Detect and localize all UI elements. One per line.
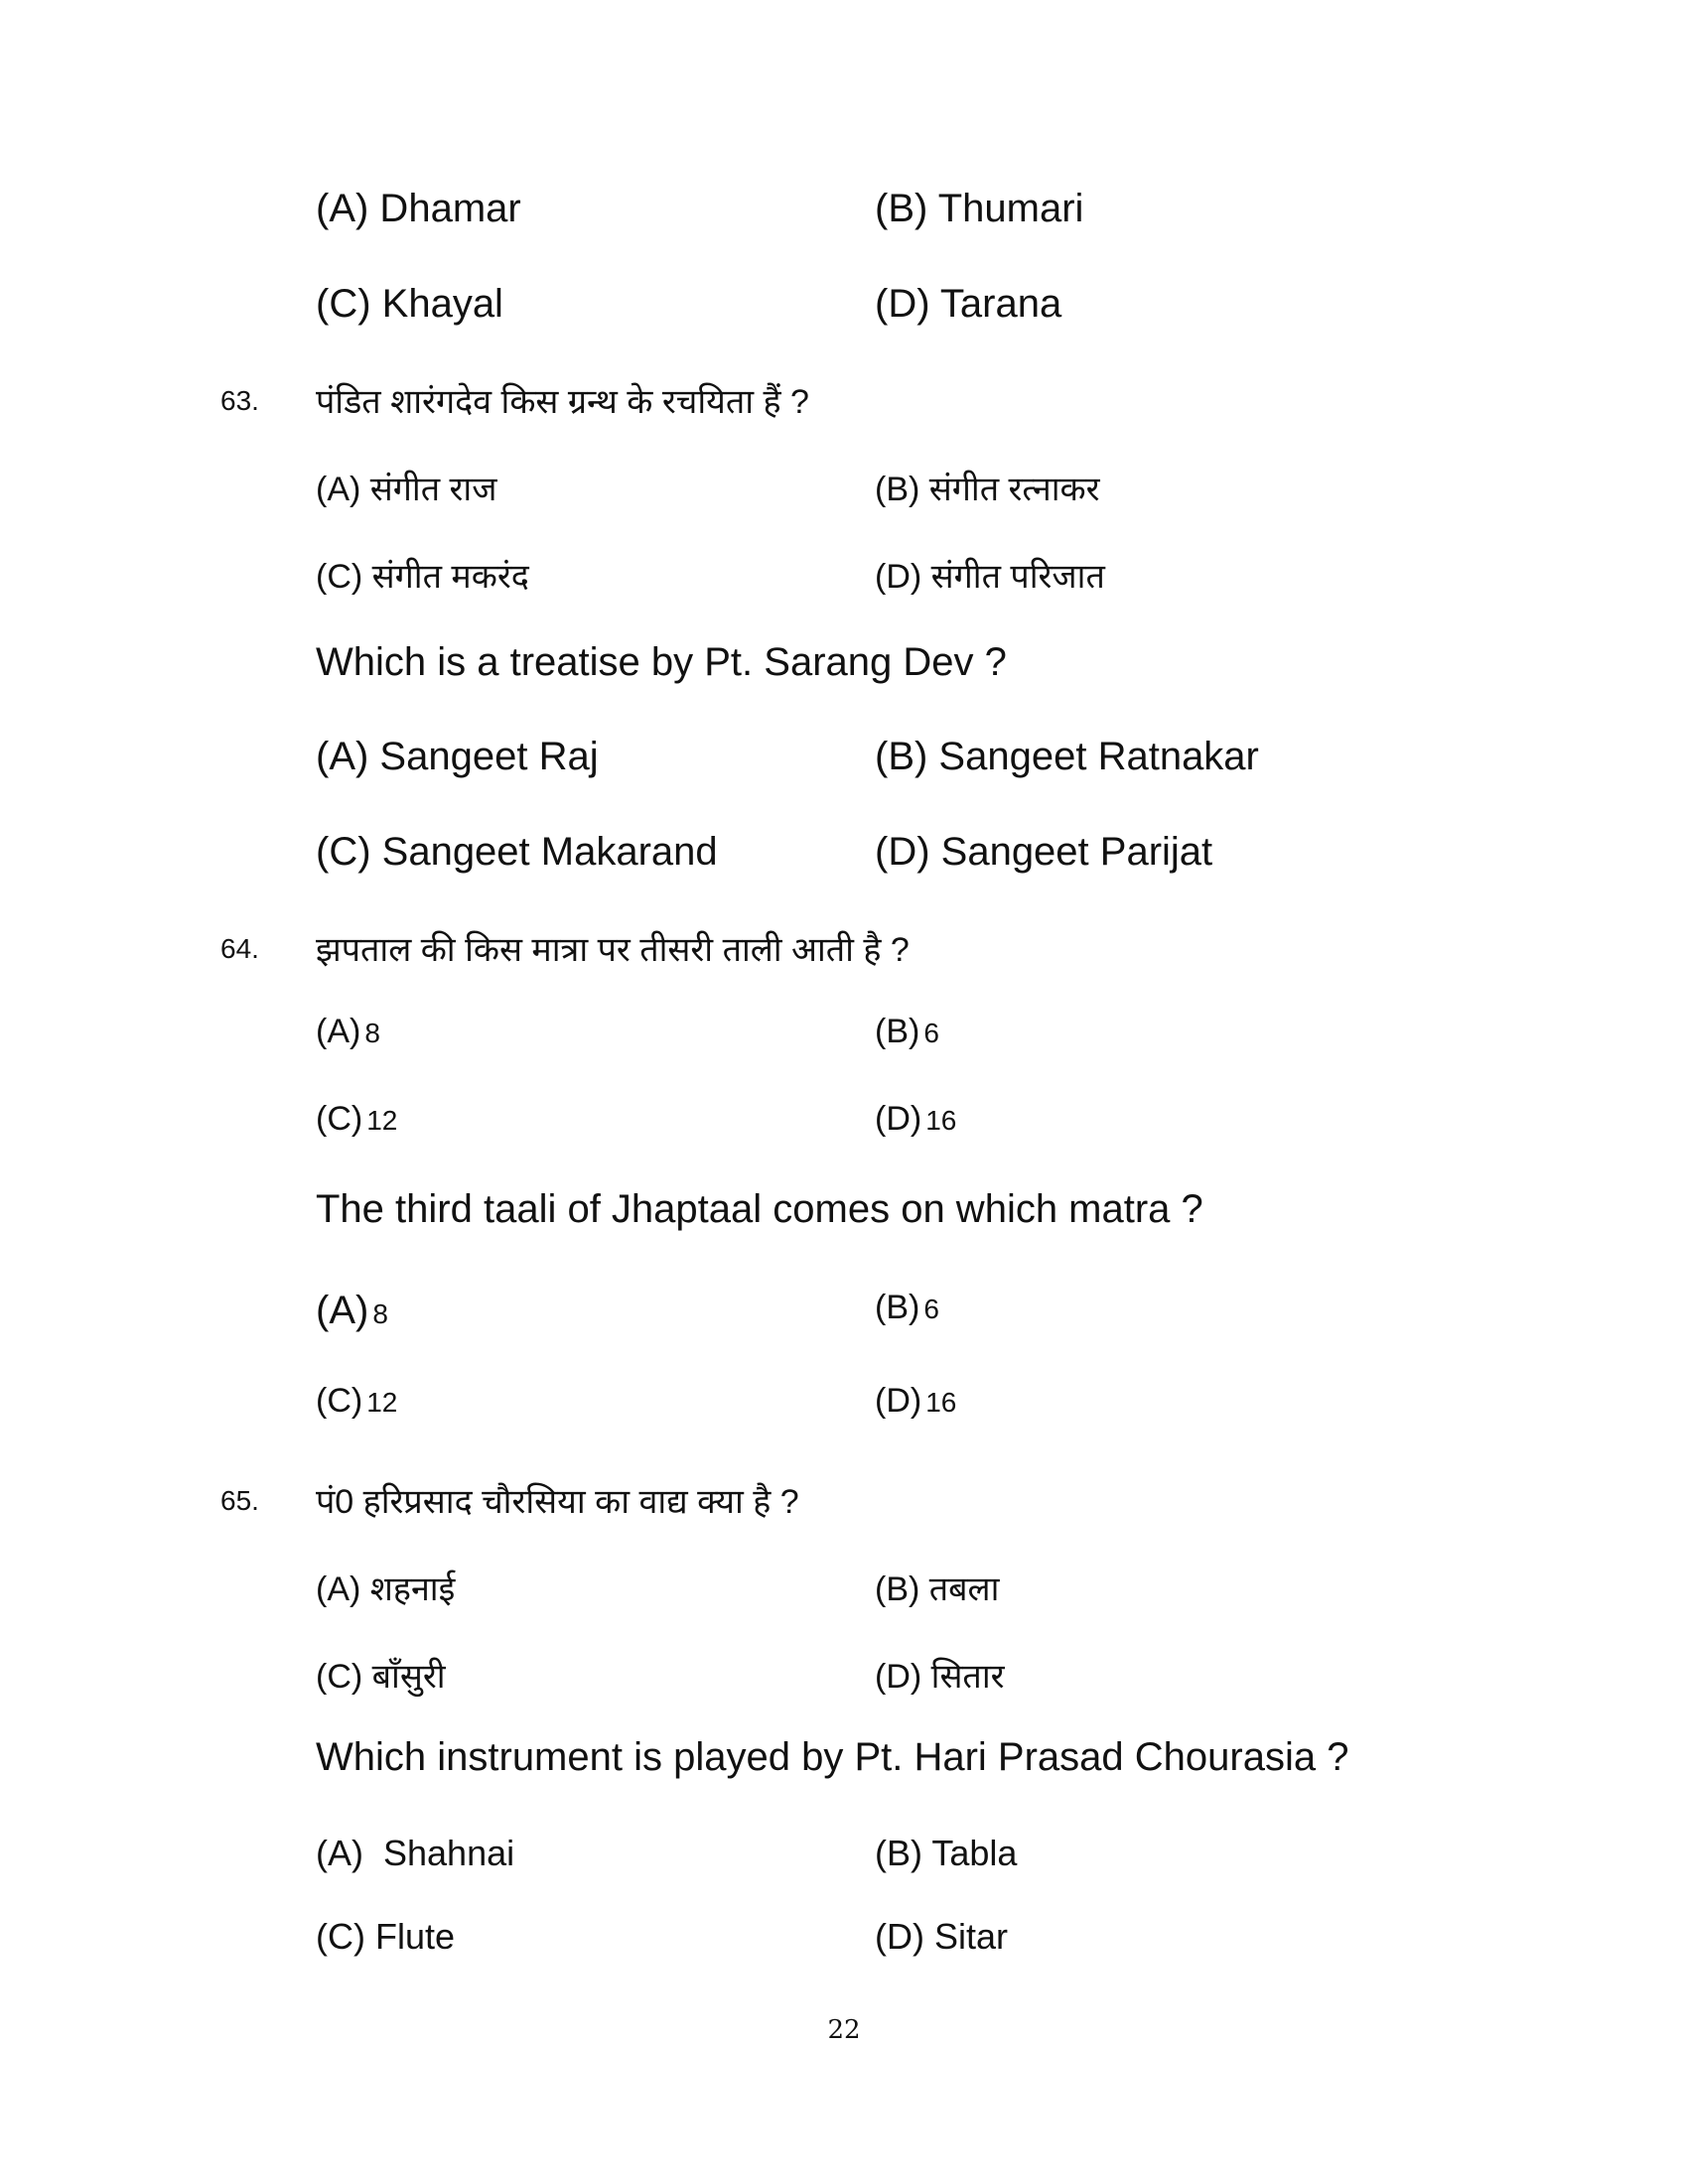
option-letter: (C): [316, 1382, 363, 1420]
q65-hindi-option-b: (B) तबला: [875, 1570, 1000, 1608]
q63-english-option-b: (B) Sangeet Ratnakar: [875, 735, 1259, 778]
option-letter: (D): [875, 1100, 922, 1138]
page-number: 22: [827, 2015, 861, 2045]
q65-hindi-options-row-2: [316, 1652, 1507, 1711]
option-letter: (A): [316, 1013, 361, 1050]
q63-hindi-options-row-1: [316, 465, 1507, 524]
q63-english-option-c: (C) Sangeet Makarand: [316, 830, 718, 874]
q62-option-a: (A) Dhamar: [316, 187, 521, 230]
option-value: 6: [923, 1294, 939, 1324]
q65-english-option-b: (B) Tabla: [875, 1833, 1018, 1873]
q64-hindi-option-b: [875, 1013, 939, 1051]
q65-english-option-c: (C) Flute: [316, 1916, 456, 1957]
q63-english-option-a: (A) Sangeet Raj: [316, 735, 599, 778]
option-value: 8: [372, 1298, 388, 1329]
q65-hindi-option-c: (C) बाँसुरी: [316, 1658, 446, 1696]
q64-hindi-option-d: [875, 1100, 956, 1139]
q63-english-question: Which is a treatise by Pt. Sarang Dev ?: [316, 640, 1007, 684]
option-letter: (C): [316, 1100, 363, 1138]
q65-english-option-a: (A) Shahnai: [316, 1833, 515, 1873]
q64-english-question: The third taali of Jhaptaal comes on which matra ?: [316, 1187, 1203, 1231]
option-letter: (A): [316, 1289, 369, 1332]
q64-english-options-row-1: [316, 1289, 1507, 1348]
q64-english-option-c: [316, 1382, 397, 1421]
option-letter: (B): [875, 1013, 920, 1050]
q62-options-row-1: [316, 187, 1507, 246]
q63-hindi-option-b: (B) संगीत रत्नाकर: [875, 471, 1100, 508]
q65-hindi-option-a: (A) शहनाई: [316, 1570, 456, 1608]
option-value: 12: [366, 1387, 398, 1418]
q63-english-option-d: (D) Sangeet Parijat: [875, 830, 1213, 874]
q63-english-options-row-1: [316, 735, 1507, 794]
q62-option-b: (B) Thumari: [875, 187, 1084, 230]
q64-number: 64.: [220, 933, 259, 964]
q65-english-question: Which instrument is played by Pt. Hari Prasad Chourasia ?: [316, 1735, 1349, 1779]
option-value: 8: [364, 1018, 380, 1048]
q65-hindi-option-d: (D) सितार: [875, 1658, 1005, 1696]
q65-hindi-options-row-1: [316, 1565, 1507, 1624]
q64-english-options-row-2: [316, 1382, 1507, 1441]
option-value: 6: [923, 1018, 939, 1048]
q63-number: 63.: [220, 385, 259, 416]
q64-english-option-d: [875, 1382, 956, 1421]
q64-hindi-question: झपताल की किस मात्रा पर तीसरी ताली आती है ?: [316, 931, 910, 969]
q64-hindi-option-c: [316, 1100, 397, 1139]
q63-hindi-question: पंडित शारंगदेव किस ग्रन्थ के रचयिता हैं ?: [316, 383, 809, 421]
q64-english-option-b: [875, 1289, 939, 1327]
q64-hindi-options-row-1: [316, 1013, 1507, 1072]
q65-number: 65.: [220, 1485, 259, 1516]
q64-hindi-options-row-2: [316, 1100, 1507, 1160]
q63-hindi-option-c: (C) संगीत मकरंद: [316, 558, 529, 596]
q63-hindi-option-d: (D) संगीत परिजात: [875, 558, 1105, 596]
q65-english-option-d: (D) Sitar: [875, 1916, 1008, 1957]
q64-english-option-a: [316, 1289, 388, 1333]
q65-hindi-question: पं0 हरिप्रसाद चौरसिया का वाद्य क्या है ?: [316, 1483, 799, 1521]
q65-english-options-row-1: [316, 1833, 1507, 1892]
q65-english-options-row-2: [316, 1916, 1507, 1976]
q63-english-options-row-2: [316, 830, 1507, 889]
q62-option-d: (D) Tarana: [875, 282, 1062, 326]
option-value: 12: [366, 1105, 398, 1136]
q63-hindi-options-row-2: [316, 552, 1507, 612]
q64-hindi-option-a: [316, 1013, 380, 1051]
option-letter: (D): [875, 1382, 922, 1420]
option-letter: (B): [875, 1289, 920, 1326]
option-value: 16: [925, 1387, 957, 1418]
option-value: 16: [925, 1105, 957, 1136]
q62-options-row-2: [316, 282, 1507, 341]
q63-hindi-option-a: (A) संगीत राज: [316, 471, 497, 508]
q62-option-c: (C) Khayal: [316, 282, 503, 326]
